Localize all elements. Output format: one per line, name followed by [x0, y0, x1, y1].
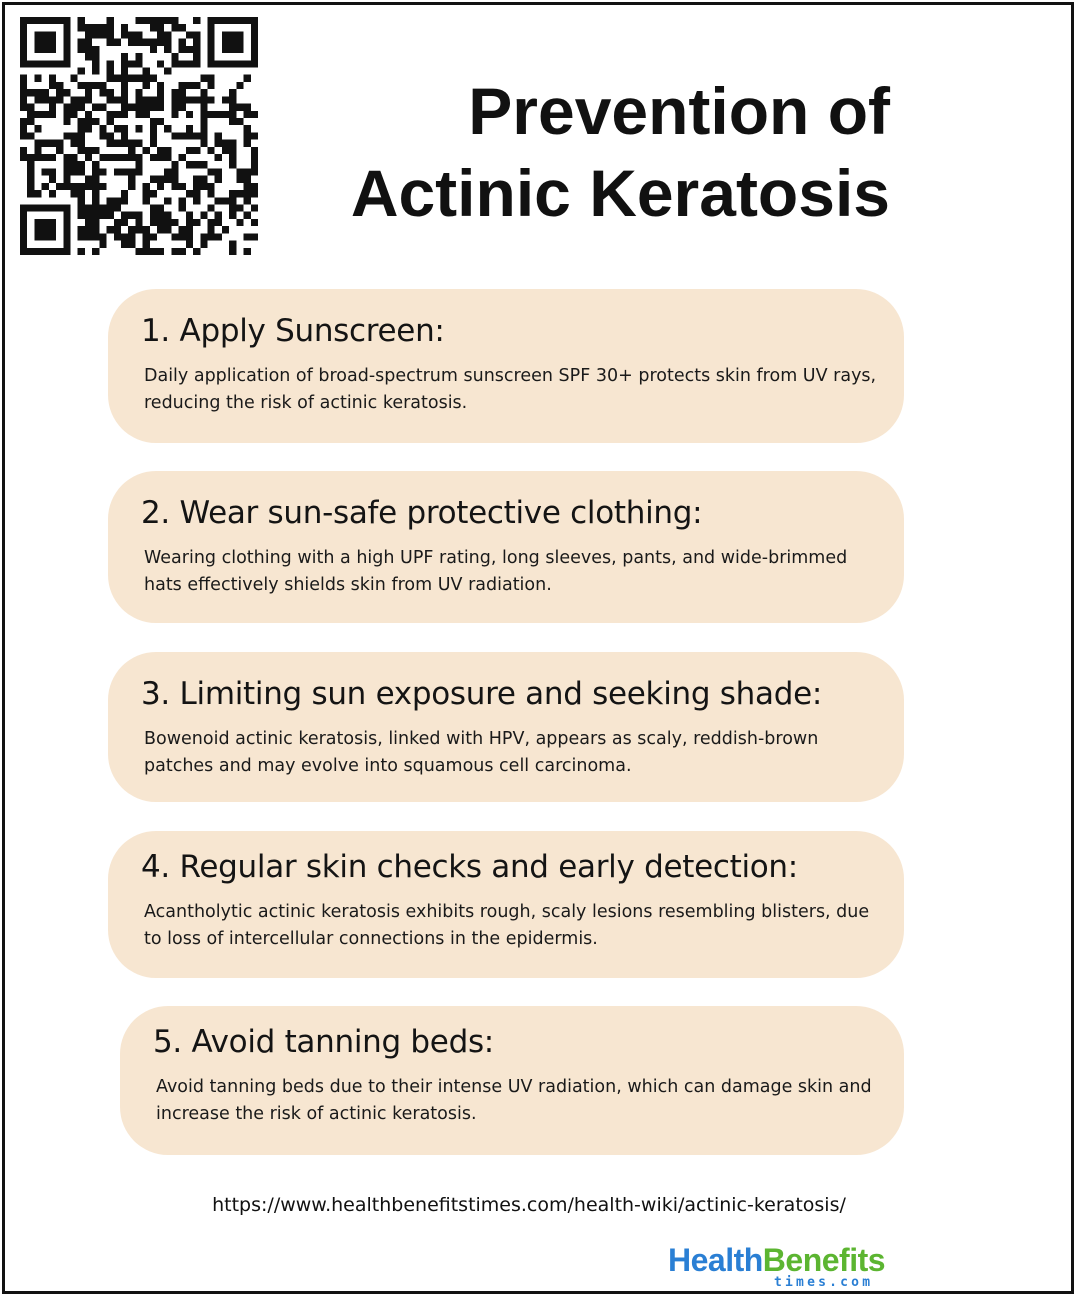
card-body: Wearing clothing with a high UPF rating, long sleeves, pants, and wide-brimmed hats effectively shields skin from UV radiation. [144, 548, 848, 595]
card-heading: 2. Wear sun-safe protective clothing: [141, 495, 703, 531]
page-title-line-1: Prevention of [468, 74, 890, 148]
page-title [250, 70, 890, 234]
prevention-card-4 [108, 831, 904, 978]
prevention-card-3 [108, 652, 904, 802]
card-heading: 1. Apply Sunscreen: [141, 313, 445, 349]
prevention-card-2 [108, 471, 904, 623]
card-body: Acantholytic actinic keratosis exhibits rough, scaly lesions resembling blisters, due to loss of intercellular connections in the epidermis. [144, 902, 870, 949]
brand-subtitle: times.com [774, 1275, 874, 1290]
brand-logo [668, 1242, 908, 1290]
card-heading: 4. Regular skin checks and early detection: [141, 849, 798, 885]
card-body: Bowenoid actinic keratosis, linked with HPV, appears as scaly, reddish-brown patches and may evolve into squamous cell carcinoma. [144, 729, 819, 776]
card-body: Avoid tanning beds due to their intense UV radiation, which can damage skin and increase the risk of actinic keratosis. [156, 1077, 872, 1124]
card-heading: 3. Limiting sun exposure and seeking shade: [141, 676, 822, 712]
card-heading: 5. Avoid tanning beds: [153, 1024, 494, 1060]
source-url-link[interactable]: https://www.healthbenefitstimes.com/health-wiki/actinic-keratosis/ [212, 1194, 846, 1216]
qr-code-icon[interactable] [20, 17, 258, 255]
page-title-line-2: Actinic Keratosis [350, 156, 890, 230]
card-body: Daily application of broad-spectrum sunscreen SPF 30+ protects skin from UV rays, reducing the risk of actinic keratosis. [144, 366, 877, 413]
brand-name-part-2: Benefits [762, 1242, 886, 1278]
prevention-card-1 [108, 289, 904, 443]
brand-name-part-1: Health [668, 1242, 763, 1278]
prevention-card-5 [120, 1006, 904, 1155]
brand-name [668, 1242, 885, 1278]
